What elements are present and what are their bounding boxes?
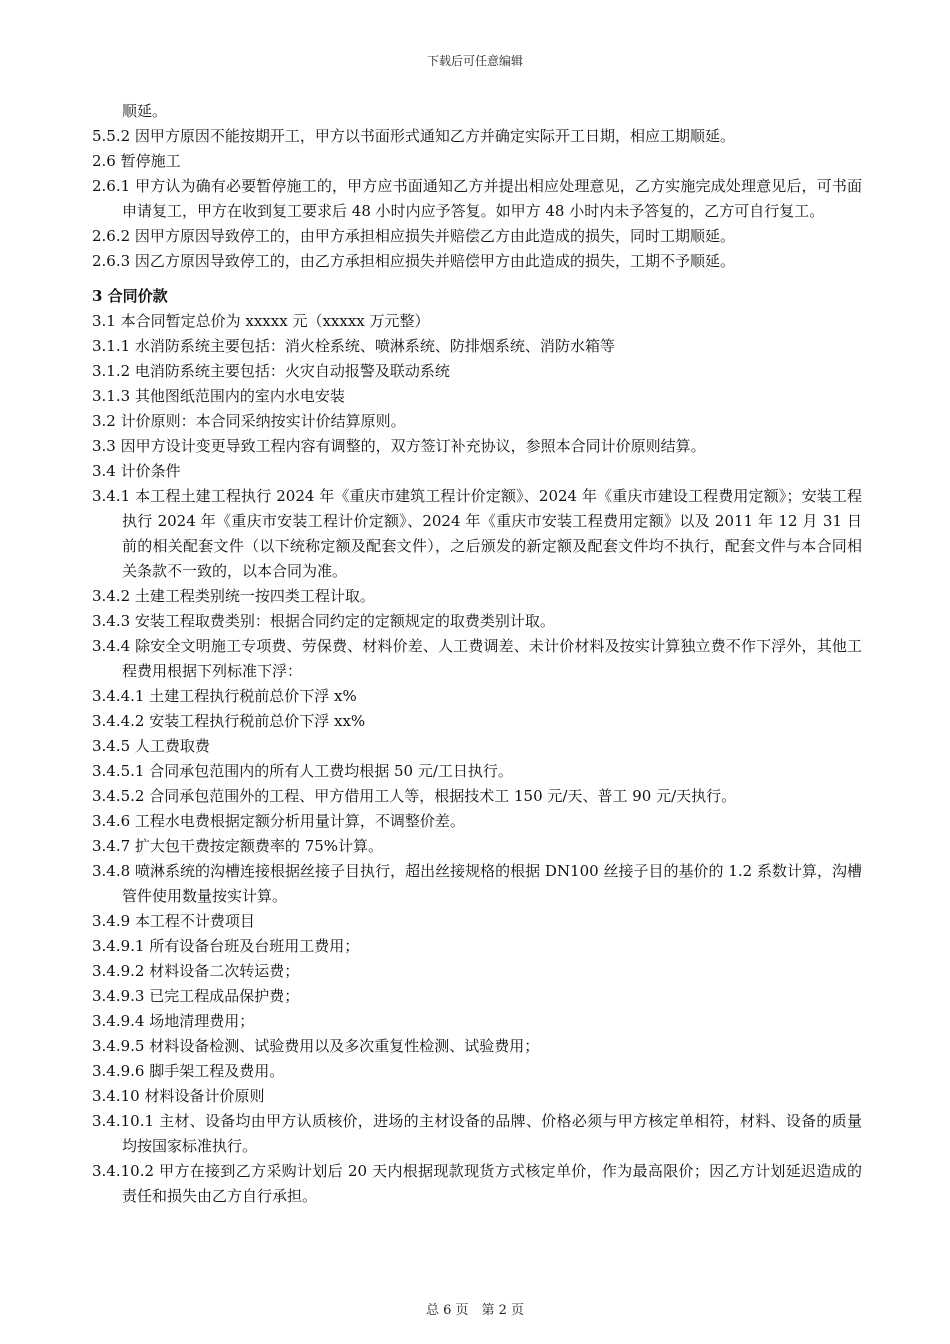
clause-paragraph: 3.1 本合同暂定总价为 xxxxx 元（xxxxx 万元整） [92,312,430,330]
clause-paragraph: 3.4.4.2 安装工程执行税前总价下浮 xx% [92,712,366,730]
clause-paragraph: 3.4.9.1 所有设备台班及台班用工费用； [92,937,360,955]
clause-paragraph: 3.4.9.2 材料设备二次转运费； [92,962,300,980]
clause-paragraph: 3.4.8 喷淋系统的沟槽连接根据丝接子目执行，超出丝接规格的根据 DN100 丝接子目的基价的 1.2 系数计算，沟槽管件使用数量按实计算。 [92,862,862,905]
page-footer: 总 6 页 第 2 页 [425,1303,525,1318]
clause-paragraph: 3.4.10.1 主材、设备均由甲方认质核价，进场的主材设备的品牌、价格必须与甲方核定单相符，材料、设备的质量均按国家标准执行。 [92,1112,862,1155]
clause-paragraph: 2.6 暂停施工 [92,152,181,170]
clause-paragraph: 3.4.2 土建工程类别统一按四类工程计取。 [92,587,375,605]
clause-paragraph: 3.4.10 材料设备计价原则 [92,1087,265,1105]
clause-paragraph: 3.4.9.4 场地清理费用； [92,1012,255,1030]
clause-paragraph: 3.4.1 本工程土建工程执行 2024 年《重庆市建筑工程计价定额》、2024 年《重庆市建设工程费用定额》；安装工程执行 2024 年《重庆市安装工程计价定额》、2024 年《重庆市安装工程费用定额》以及 2011 年 12 月 31 日前的相关配套文件（以下统称定额及配套文件），之后颁发的新定额及配套文件均不执行，配套文件与本合同相关条款不一致的，以本合同为准。 [92,487,862,580]
clause-paragraph: 3.4.6 工程水电费根据定额分析用量计算，不调整价差。 [92,812,465,830]
clause-paragraph: 2.6.1 甲方认为确有必要暂停施工的，甲方应书面通知乙方并提出相应处理意见，乙方实施完成处理意见后，可书面申请复工，甲方在收到复工要求后 48 小时内应予答复。如甲方 48 小时内未予答复的，乙方可自行复工。 [92,177,862,220]
clause-paragraph: 2.6.2 因甲方原因导致停工的，由甲方承担相应损失并赔偿乙方由此造成的损失，同时工期顺延。 [92,227,735,245]
clause-paragraph: 3.4.4.1 土建工程执行税前总价下浮 x% [92,687,357,705]
page-header: 下载后可任意编辑 [426,54,523,68]
clause-paragraph: 5.5.2 因甲方原因不能按期开工，甲方以书面形式通知乙方并确定实际开工日期，相应工期顺延。 [92,127,735,145]
clause-paragraph: 3.4.9 本工程不计费项目 [92,912,255,930]
clause-paragraph: 3.4 计价条件 [92,462,181,480]
clause-paragraph: 3.4.5 人工费取费 [92,737,210,755]
clause-paragraph: 3.4.9.5 材料设备检测、试验费用以及多次重复性检测、试验费用； [92,1037,540,1055]
clause-paragraph: 3.1.1 水消防系统主要包括：消火栓系统、喷淋系统、防排烟系统、消防水箱等 [92,337,615,355]
clause-paragraph: 3.4.5.2 合同承包范围外的工程、甲方借用工人等，根据技术工 150 元/天、普工 90 元/天执行。 [92,787,737,805]
clause-paragraph: 3.4.10.2 甲方在接到乙方采购计划后 20 天内根据现款现货方式核定单价，作为最高限价；因乙方计划延迟造成的责任和损失由乙方自行承担。 [92,1162,862,1205]
clause-paragraph: 3.4.7 扩大包干费按定额费率的 75%计算。 [92,837,384,855]
clause-paragraph: 3.2 计价原则：本合同采纳按实计价结算原则。 [92,412,406,430]
clause-paragraph: 3.4.4 除安全文明施工专项费、劳保费、材料价差、人工费调差、未计价材料及按实计算独立费不作下浮外，其他工程费用根据下列标准下浮： [92,637,862,680]
clause-paragraph: 3.4.3 安装工程取费类别：根据合同约定的定额规定的取费类别计取。 [92,612,555,630]
paragraph-continuation: 顺延。 [122,102,168,120]
clause-paragraph: 3.4.5.1 合同承包范围内的所有人工费均根据 50 元/工日执行。 [92,762,513,780]
clause-paragraph: 2.6.3 因乙方原因导致停工的，由乙方承担相应损失并赔偿甲方由此造成的损失，工期不予顺延。 [92,252,735,270]
section-heading: 3 合同价款 [92,287,168,305]
clause-paragraph: 3.4.9.3 已完工程成品保护费； [92,987,300,1005]
clause-paragraph: 3.1.2 电消防系统主要包括：火灾自动报警及联动系统 [92,362,450,380]
document-body [92,99,862,1209]
clause-paragraph: 3.1.3 其他图纸范围内的室内水电安装 [92,387,345,405]
clause-paragraph: 3.4.9.6 脚手架工程及费用。 [92,1062,285,1080]
clause-paragraph: 3.3 因甲方设计变更导致工程内容有调整的，双方签订补充协议，参照本合同计价原则结算。 [92,437,706,455]
